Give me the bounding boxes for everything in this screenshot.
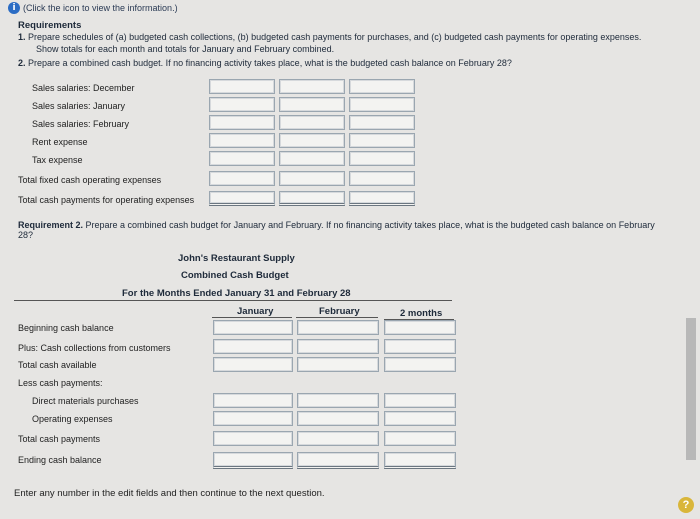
budget-input[interactable] bbox=[213, 320, 293, 335]
info-link[interactable]: (Click the icon to view the information.) bbox=[23, 3, 178, 13]
schedule-input[interactable] bbox=[349, 191, 415, 206]
schedule-input[interactable] bbox=[279, 79, 345, 94]
budget-input[interactable] bbox=[213, 357, 293, 372]
schedule-input[interactable] bbox=[279, 115, 345, 130]
help-button[interactable]: ? bbox=[678, 497, 694, 513]
requirement-2-prompt-line1 bbox=[18, 220, 655, 230]
schedule-input[interactable] bbox=[209, 171, 275, 186]
budget-input[interactable] bbox=[297, 411, 379, 426]
budget-input[interactable] bbox=[384, 431, 456, 446]
schedule-input[interactable] bbox=[279, 133, 345, 148]
budget-title: Combined Cash Budget bbox=[181, 270, 289, 281]
row-label-sales-salaries-january: Sales salaries: January bbox=[32, 101, 126, 111]
requirement-2 bbox=[18, 58, 512, 68]
schedule-input[interactable] bbox=[279, 171, 345, 186]
budget-input[interactable] bbox=[213, 393, 293, 408]
column-header-january: January bbox=[237, 306, 274, 317]
schedule-input[interactable] bbox=[209, 133, 275, 148]
budget-input[interactable] bbox=[297, 452, 379, 469]
row-label-direct-materials: Direct materials purchases bbox=[32, 396, 139, 406]
schedule-input[interactable] bbox=[349, 171, 415, 186]
budget-input[interactable] bbox=[213, 339, 293, 354]
budget-input[interactable] bbox=[213, 411, 293, 426]
budget-input[interactable] bbox=[384, 393, 456, 408]
schedule-input[interactable] bbox=[279, 191, 345, 206]
row-label-tax-expense: Tax expense bbox=[32, 155, 83, 165]
instruction-footer: Enter any number in the edit fields and then continue to the next question. bbox=[14, 488, 325, 499]
requirement-2-text: Prepare a combined cash budget. If no financing activity takes place, what is the budgeted cash balance on February 28? bbox=[28, 58, 512, 68]
schedule-input[interactable] bbox=[209, 115, 275, 130]
row-label-cash-collections: Plus: Cash collections from customers bbox=[18, 343, 171, 353]
budget-input[interactable] bbox=[384, 339, 456, 354]
company-name: John's Restaurant Supply bbox=[178, 253, 295, 264]
schedule-input[interactable] bbox=[209, 151, 275, 166]
row-label-ending-cash-balance: Ending cash balance bbox=[18, 455, 102, 465]
requirement-1-number: 1. bbox=[18, 32, 26, 42]
schedule-input[interactable] bbox=[279, 97, 345, 112]
row-label-beginning-cash: Beginning cash balance bbox=[18, 323, 114, 333]
requirements-title: Requirements bbox=[18, 20, 82, 31]
requirement-2-prompt-line2: 28? bbox=[18, 230, 34, 240]
row-label-rent-expense: Rent expense bbox=[32, 137, 88, 147]
budget-input[interactable] bbox=[384, 411, 456, 426]
scrollbar[interactable] bbox=[686, 318, 696, 460]
info-icon[interactable]: i bbox=[8, 2, 20, 14]
schedule-input[interactable] bbox=[279, 151, 345, 166]
row-label-total-cash-payments: Total cash payments bbox=[18, 434, 101, 444]
header-divider bbox=[14, 300, 452, 301]
budget-input[interactable] bbox=[384, 357, 456, 372]
budget-input[interactable] bbox=[384, 452, 456, 469]
budget-input[interactable] bbox=[297, 393, 379, 408]
budget-input[interactable] bbox=[297, 431, 379, 446]
schedule-input[interactable] bbox=[349, 79, 415, 94]
requirement-1-text: Prepare schedules of (a) budgeted cash collections, (b) budgeted cash payments for purchases, and (c) budgeted cash payments for operating expenses. bbox=[28, 32, 642, 42]
schedule-input[interactable] bbox=[349, 97, 415, 112]
requirement-1 bbox=[18, 32, 641, 42]
budget-input[interactable] bbox=[384, 320, 456, 335]
column-header-february: February bbox=[319, 306, 360, 317]
column-header-2-months: 2 months bbox=[400, 308, 443, 319]
schedule-input[interactable] bbox=[209, 97, 275, 112]
requirement-2-body: Prepare a combined cash budget for January and February. If no financing activity takes place, what is the budgeted cash balance on February bbox=[83, 220, 655, 230]
requirement-2-prompt bbox=[18, 220, 688, 230]
schedule-input[interactable] bbox=[209, 191, 275, 206]
requirement-1-continued: Show totals for each month and totals for January and February combined. bbox=[36, 44, 335, 54]
budget-input[interactable] bbox=[297, 339, 379, 354]
budget-input[interactable] bbox=[213, 431, 293, 446]
row-label-sales-salaries-february: Sales salaries: February bbox=[32, 119, 130, 129]
row-label-sales-salaries-december: Sales salaries: December bbox=[32, 83, 135, 93]
budget-input[interactable] bbox=[297, 320, 379, 335]
column-underline bbox=[212, 317, 292, 318]
requirement-2-number: 2. bbox=[18, 58, 26, 68]
column-underline bbox=[296, 317, 378, 318]
schedule-input[interactable] bbox=[349, 133, 415, 148]
row-label-total-cash-payments-operating: Total cash payments for operating expenses bbox=[18, 195, 195, 205]
row-label-operating-expenses: Operating expenses bbox=[32, 414, 113, 424]
budget-input[interactable] bbox=[213, 452, 293, 469]
budget-period: For the Months Ended January 31 and February 28 bbox=[122, 288, 351, 299]
requirement-2-label: Requirement 2. bbox=[18, 220, 84, 230]
schedule-input[interactable] bbox=[349, 151, 415, 166]
budget-input[interactable] bbox=[297, 357, 379, 372]
schedule-input[interactable] bbox=[209, 79, 275, 94]
row-label-less-cash-payments: Less cash payments: bbox=[18, 378, 103, 388]
schedule-input[interactable] bbox=[349, 115, 415, 130]
row-label-total-cash-available: Total cash available bbox=[18, 360, 97, 370]
row-label-total-fixed-cash-operating: Total fixed cash operating expenses bbox=[18, 175, 162, 185]
